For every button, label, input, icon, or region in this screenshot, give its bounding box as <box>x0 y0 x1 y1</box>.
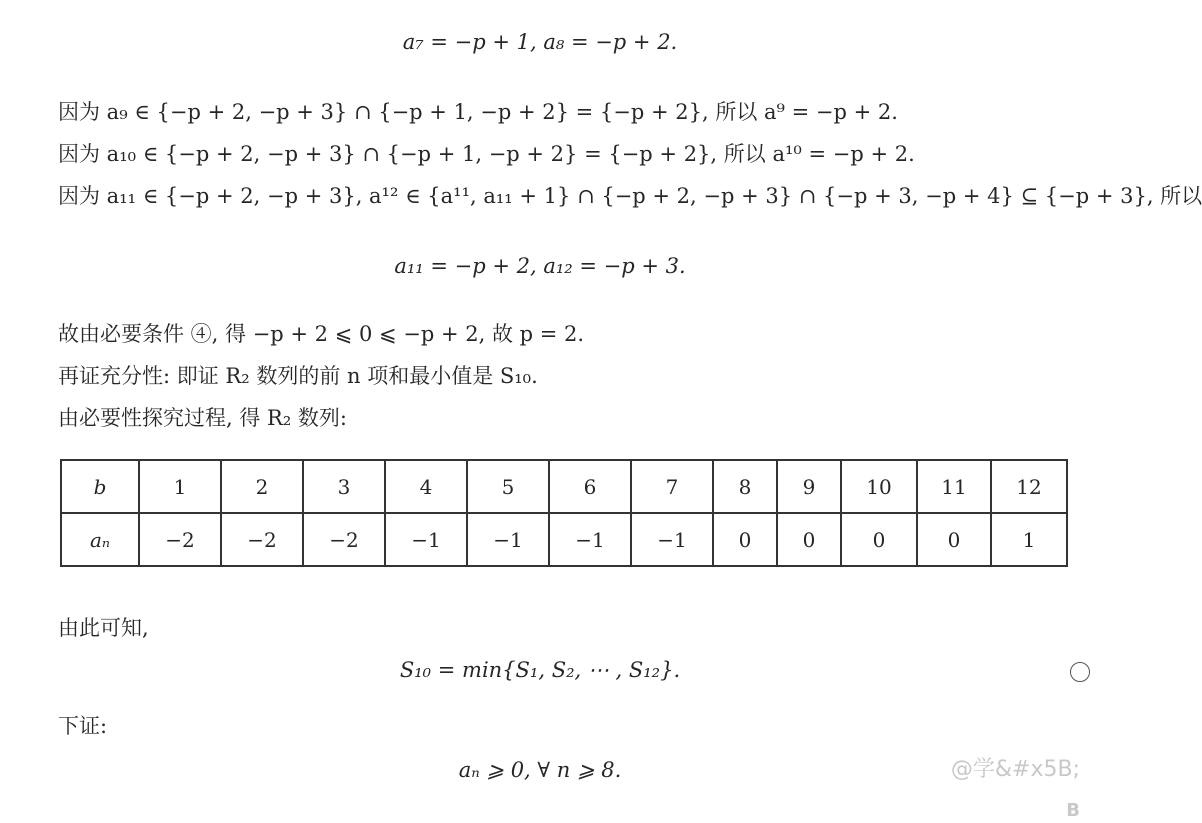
table-cell-a: −2 <box>221 513 303 566</box>
table-cell-a: 0 <box>917 513 991 566</box>
row-header-b: b <box>61 460 139 513</box>
table-cell-n: 3 <box>303 460 385 513</box>
table-cell-n: 6 <box>549 460 631 513</box>
table-cell-a: 0 <box>777 513 841 566</box>
table-cell-n: 9 <box>777 460 841 513</box>
table-cell-n: 8 <box>713 460 777 513</box>
table-cell-a: 1 <box>991 513 1067 566</box>
table-cell-a: −2 <box>139 513 221 566</box>
sequence-table <box>60 459 1068 567</box>
equation-a11-a12: a₁₁ = −p + 2, a₁₂ = −p + 3. <box>394 254 686 278</box>
table-cell-n: 2 <box>221 460 303 513</box>
row-header-an: aₙ <box>61 513 139 566</box>
table-cell-n: 12 <box>991 460 1067 513</box>
watermark-letter: B <box>1066 800 1080 821</box>
line-hence: 由此可知, <box>58 616 149 640</box>
line-condition-4: 故由必要条件 ④, 得 −p + 2 ⩽ 0 ⩽ −p + 2, 故 p = 2. <box>58 322 585 346</box>
line-a10: 因为 a₁₀ ∈ {−p + 2, −p + 3} ∩ {−p + 1, −p + 2} = {−p + 2}, 所以 a¹⁰ = −p + 2. <box>58 142 915 166</box>
equation-an-nonneg: aₙ ⩾ 0, ∀ n ⩾ 8. <box>458 758 622 782</box>
table-cell-a: 0 <box>841 513 917 566</box>
table-cell-n: 7 <box>631 460 713 513</box>
table-cell-a: −2 <box>303 513 385 566</box>
line-a11: 因为 a₁₁ ∈ {−p + 2, −p + 3}, a¹² ∈ {a¹¹, a₁₁ + 1} ∩ {−p + 2, −p + 3} ∩ {−p + 3, −p + 4} ⊆ {−p + 3}, 所以 <box>58 184 1202 208</box>
table-cell-a: −1 <box>631 513 713 566</box>
equation-s10-min: S₁₀ = min{S₁, S₂, ⋯ , S₁₂}. <box>399 658 681 682</box>
table-row <box>61 460 1067 513</box>
table-cell-n: 1 <box>139 460 221 513</box>
table-cell-a: −1 <box>549 513 631 566</box>
table-cell-n: 4 <box>385 460 467 513</box>
table-cell-n: 5 <box>467 460 549 513</box>
line-exploration: 由必要性探究过程, 得 R₂ 数列: <box>58 406 348 430</box>
watermark-text: @学&#x5B; <box>950 757 1080 782</box>
line-to-prove: 下证: <box>58 714 108 738</box>
table-row <box>61 513 1067 566</box>
table-cell-n: 10 <box>841 460 917 513</box>
table-cell-n: 11 <box>917 460 991 513</box>
table-cell-a: −1 <box>385 513 467 566</box>
line-a9: 因为 a₉ ∈ {−p + 2, −p + 3} ∩ {−p + 1, −p + 2} = {−p + 2}, 所以 a⁹ = −p + 2. <box>58 100 898 124</box>
table-cell-a: 0 <box>713 513 777 566</box>
equation-a7-a8: a₇ = −p + 1, a₈ = −p + 2. <box>402 30 678 54</box>
table-cell-a: −1 <box>467 513 549 566</box>
circle-marker-icon <box>1070 662 1090 682</box>
line-sufficiency: 再证充分性: 即证 R₂ 数列的前 n 项和最小值是 S₁₀. <box>58 364 538 388</box>
